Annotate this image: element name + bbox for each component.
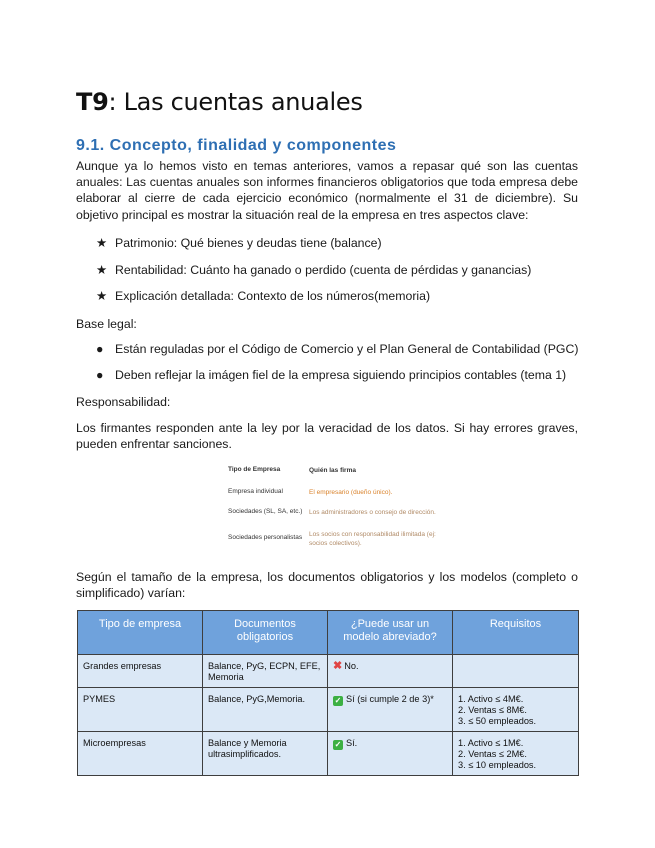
requisito-line: 1. Activo ≤ 4M€.: [458, 694, 524, 704]
cell-documentos: Balance y Memoria ultrasimplificados.: [203, 732, 328, 776]
abreviado-text: Sí (si cumple 2 de 3)*: [346, 694, 434, 704]
signers-header-cell: Quién las firma: [309, 467, 356, 474]
bullet-dot-icon: ●: [96, 368, 104, 382]
check-icon: ✓: [334, 740, 342, 749]
header-abreviado: ¿Puede usar un modelo abreviado?: [328, 611, 453, 655]
signers-who-cell: El empresario (dueño único).: [309, 489, 393, 496]
cell-requisitos: [453, 655, 579, 688]
base-legal-label: Base legal:: [76, 317, 137, 331]
abreviado-text: Sí.: [346, 738, 358, 748]
table-row: [78, 732, 579, 776]
requisito-line: 2. Ventas ≤ 2M€.: [458, 749, 527, 759]
star-list-item: [96, 236, 382, 250]
signers-who-cell: Los socios con responsabilidad ilimitada (ej: socios colectivos).: [309, 531, 436, 547]
star-icon: ★: [96, 289, 108, 303]
star-list-item: [96, 289, 430, 303]
intro-paragraph: Aunque ya lo hemos visto en temas anteriores, vamos a repasar qué son las cuentas anuales: Las cuentas anuales son informes financieros obligatorios que toda empresa debe elaborar al cierre de cada ejercicio económico (normalmente el 31 de diciembre). Su objetivo principal es mostrar la situación real de la empresa en tres aspectos clave:: [76, 159, 578, 222]
header-requisitos: Requisitos: [453, 611, 579, 655]
abreviado-text: No.: [344, 661, 359, 671]
signers-type-cell: Empresa individual: [228, 488, 283, 495]
table-row: [78, 655, 579, 688]
requisito-line: 3. ≤ 10 empleados.: [458, 760, 537, 770]
cell-abreviado: [328, 655, 453, 688]
title-number: T9: [76, 88, 109, 116]
title-text: : Las cuentas anuales: [108, 88, 363, 116]
signers-header-cell: Tipo de Empresa: [228, 466, 281, 473]
responsabilidad-paragraph: Los firmantes responden ante la ley por la veracidad de los datos. Si hay errores graves, pueden enfrentar sanciones.: [76, 421, 578, 452]
cell-requisitos: [453, 732, 579, 776]
bullet-list-item: [96, 368, 566, 382]
star-item-text: Patrimonio: Qué bienes y deudas tiene (balance): [115, 236, 382, 250]
section-heading: 9.1. Concepto, finalidad y componentes: [76, 137, 397, 154]
bullet-dot-icon: ●: [96, 342, 104, 356]
bullet-item-text: Están reguladas por el Código de Comercio y el Plan General de Contabilidad (PGC): [115, 342, 579, 356]
cell-abreviado: [328, 732, 453, 776]
requisito-line: 1. Activo ≤ 1M€.: [458, 738, 524, 748]
cell-requisitos: [453, 688, 579, 732]
header-documentos: Documentos obligatorios: [203, 611, 328, 655]
star-item-text: Explicación detallada: Contexto de los números(memoria): [115, 289, 431, 303]
cell-tipo: Microempresas: [78, 732, 203, 776]
table-row: [78, 688, 579, 732]
star-list-item: [96, 263, 531, 277]
cell-tipo: Grandes empresas: [78, 655, 203, 688]
signers-who-cell: Los administradores o consejo de dirección.: [309, 509, 436, 516]
star-item-text: Rentabilidad: Cuánto ha ganado o perdido (cuenta de pérdidas y ganancias): [115, 263, 532, 277]
requisito-line: 2. Ventas ≤ 8M€.: [458, 705, 527, 715]
page-title: [76, 88, 363, 116]
table-header-row: [78, 611, 579, 655]
signers-type-cell: Sociedades (SL, SA, etc.): [228, 508, 303, 515]
cell-documentos: Balance, PyG,Memoria.: [203, 688, 328, 732]
signers-type-cell: Sociedades personalistas: [228, 534, 303, 541]
tamano-paragraph: Según el tamaño de la empresa, los documentos obligatorios y los modelos (completo o simplificado) varían:: [76, 570, 578, 601]
cross-icon: ✖: [333, 660, 343, 672]
bullet-list-item: [96, 342, 578, 356]
cell-abreviado: [328, 688, 453, 732]
star-icon: ★: [96, 236, 108, 250]
star-icon: ★: [96, 263, 108, 277]
header-tipo: Tipo de empresa: [78, 611, 203, 655]
cell-tipo: PYMES: [78, 688, 203, 732]
requisito-line: 3. ≤ 50 empleados.: [458, 716, 537, 726]
bullet-item-text: Deben reflejar la imágen fiel de la empresa siguiendo principios contables (tema 1): [115, 368, 567, 382]
company-size-table: [77, 610, 579, 776]
responsabilidad-label: Responsabilidad:: [76, 395, 171, 409]
check-icon: ✓: [334, 696, 342, 705]
cell-documentos: Balance, PyG, ECPN, EFE, Memoria: [203, 655, 328, 688]
